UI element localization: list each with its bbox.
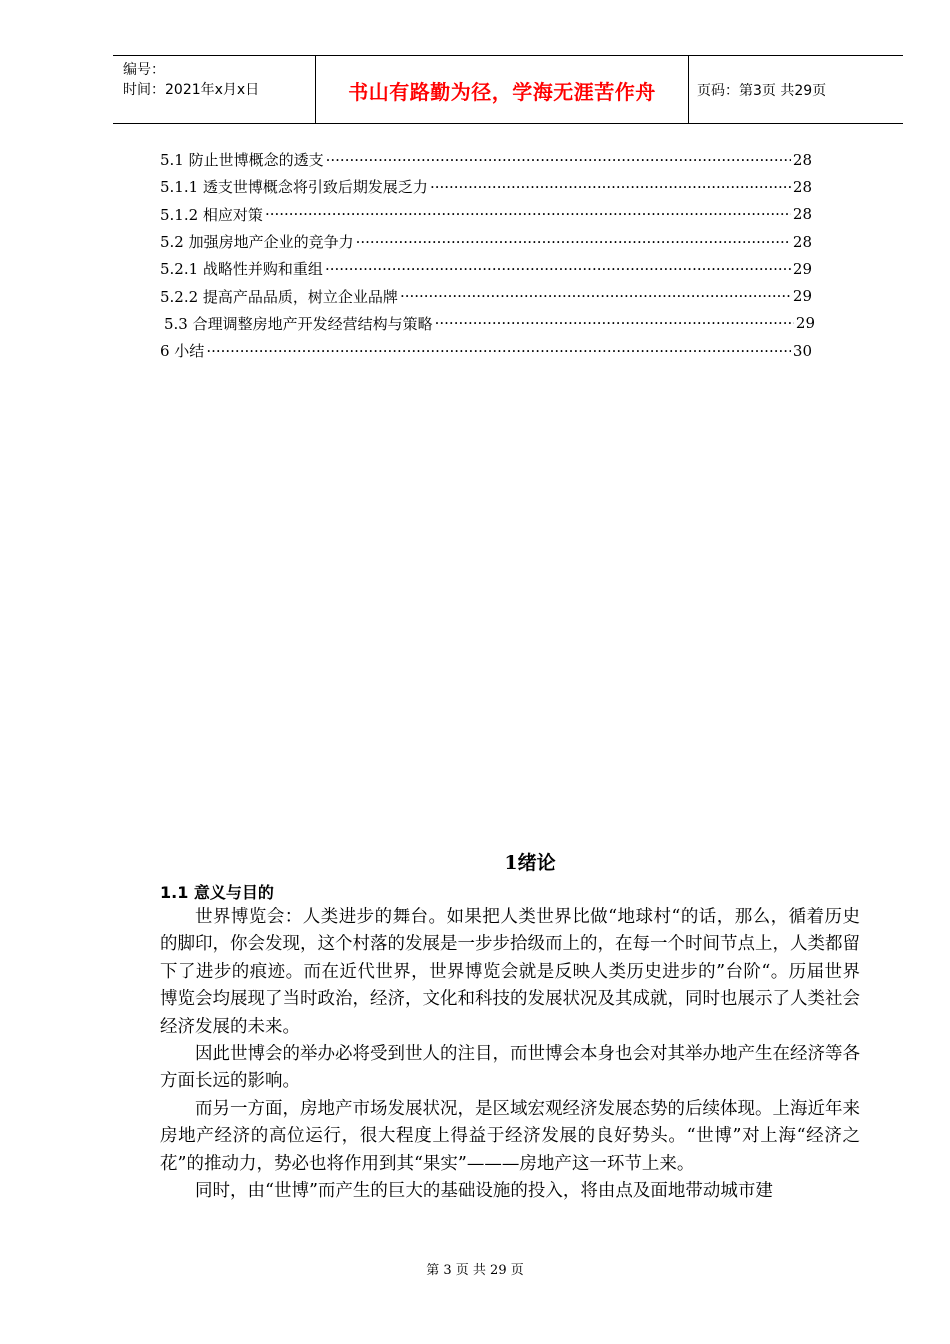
header-page-info: 页码：第3页 共29页: [697, 83, 827, 99]
toc-leader-dots: [265, 205, 791, 223]
toc-entry-page: 29: [792, 287, 812, 306]
toc-entry-title: 5.2 加强房地产企业的竞争力: [160, 233, 354, 252]
toc-entry[interactable]: [160, 173, 812, 200]
toc-leader-dots: [326, 151, 791, 169]
toc-entry-title: 6 小结: [160, 342, 205, 361]
toc-entry[interactable]: [160, 255, 812, 282]
toc-entry-page: 29: [792, 259, 812, 278]
toc-leader-dots: [430, 178, 791, 196]
toc-leader-dots: [400, 287, 791, 305]
toc-entry-page: 28: [792, 232, 812, 251]
toc-leader-dots: [206, 342, 791, 360]
toc-entry-page: 28: [792, 150, 812, 169]
section-title: 1.1 意义与目的: [160, 883, 274, 902]
toc-entry[interactable]: [160, 282, 812, 309]
header-top-rule: [113, 55, 903, 56]
paragraph: 而另一方面，房地产市场发展状况，是区域宏观经济发展态势的后续体现。上海近年来房地产经济的高位运行，很大程度上得益于经济发展的良好势头。“世博”对上海“经济之花”的推动力，势必也将作用到其“果实”———房地产这一环节上来。: [160, 1098, 860, 1174]
toc-leader-dots: [435, 314, 794, 332]
chapter-title: 1绪论: [504, 852, 556, 874]
toc-entry-title: 5.1.2 相应对策: [160, 205, 263, 224]
toc-leader-dots: [325, 260, 791, 278]
header-divider-right: [688, 55, 689, 124]
header-meta: [123, 60, 259, 100]
toc-entry[interactable]: [160, 337, 812, 364]
toc-entry-title: 5.3 合理调整房地产开发经营结构与策略: [164, 314, 433, 333]
paragraph: 世界博览会：人类进步的舞台。如果把人类世界比做“地球村“的话，那么，循着历史的脚印，你会发现，这个村落的发展是一步步拾级而上的，在每一个时间节点上，人类都留下了进步的痕迹。而在近代世界，世界博览会就是反映人类历史进步的”台阶“。历届世界博览会均展现了当时政治，经济，文化和科技的发展状况及其成就，同时也展示了人类社会经济发展的未来。: [160, 907, 860, 1037]
toc-entry[interactable]: [164, 310, 815, 337]
paragraph: 同时，由“世博”而产生的巨大的基础设施的投入，将由点及面地带动城市建: [195, 1181, 773, 1202]
header-number-label: 编号：: [123, 62, 165, 78]
page-footer: 第 3 页 共 29 页: [426, 1263, 524, 1278]
toc-entry-title: 5.1.1 透支世博概念将引致后期发展乏力: [160, 178, 428, 197]
toc-entry[interactable]: [160, 201, 812, 228]
toc-entry-title: 5.2.1 战略性并购和重组: [160, 260, 323, 279]
body-text: [160, 904, 860, 1205]
toc-entry[interactable]: [160, 146, 812, 173]
toc-entry-page: 28: [792, 205, 812, 224]
toc-entry-page: 30: [792, 341, 812, 360]
paragraph: 因此世博会的举办必将受到世人的注目，而世博会本身也会对其举办地产生在经济等各方面长远的影响。: [160, 1044, 860, 1092]
toc-leader-dots: [356, 233, 791, 251]
toc-entry-title: 5.1 防止世博概念的透支: [160, 151, 324, 170]
toc-entry[interactable]: [160, 228, 812, 255]
header-motto: 书山有路勤为径，学海无涯苦作舟: [348, 80, 656, 104]
toc-entry-page: 29: [795, 314, 815, 333]
toc-entry-title: 5.2.2 提高产品品质，树立企业品牌: [160, 287, 398, 306]
table-of-contents: [160, 146, 815, 364]
toc-entry-page: 28: [792, 177, 812, 196]
header-time-label: 时间：2021年x月x日: [123, 82, 260, 98]
header-bottom-rule: [113, 123, 903, 124]
